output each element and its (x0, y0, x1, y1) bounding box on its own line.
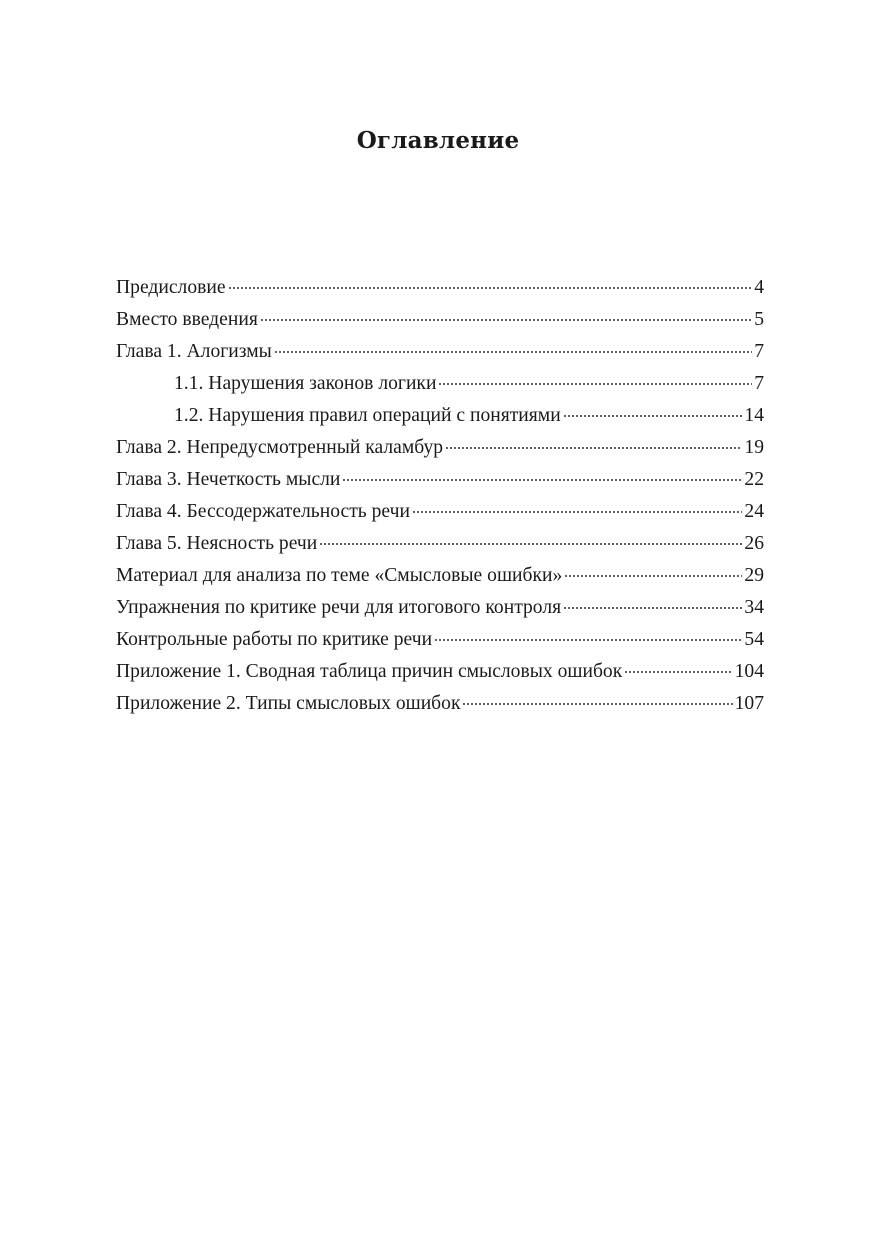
toc-entry-page: 4 (754, 277, 764, 298)
toc-entry-appendix-1[interactable] (116, 656, 764, 688)
toc-dot-leader (563, 415, 743, 417)
toc-entry-appendix-2[interactable] (116, 688, 764, 720)
toc-entry-label: Предисловие (116, 277, 226, 298)
toc-entry-page: 5 (754, 309, 764, 330)
toc-dot-leader (319, 543, 742, 545)
toc-entry-chapter-4[interactable] (116, 496, 764, 528)
toc-dot-leader (412, 511, 742, 513)
toc-entry-label: Приложение 1. Сводная таблица причин смысловых ошибок (116, 661, 623, 682)
toc-dot-leader (563, 607, 742, 609)
toc-entry-preface[interactable] (116, 272, 764, 304)
toc-entry-page: 107 (734, 693, 764, 714)
toc-entry-chapter-2[interactable] (116, 432, 764, 464)
toc-dot-leader (624, 671, 732, 673)
toc-entry-label: 1.2. Нарушения правил операций с понятиями (174, 405, 561, 426)
toc-entry-page: 34 (744, 597, 764, 618)
toc-dot-leader (434, 639, 742, 641)
toc-dot-leader (342, 479, 742, 481)
toc-dot-leader (462, 703, 732, 705)
toc-entry-chapter-5[interactable] (116, 528, 764, 560)
toc-entry-tests[interactable] (116, 624, 764, 656)
toc-entry-section-1-2[interactable] (116, 400, 764, 432)
toc-entry-page: 7 (754, 373, 764, 394)
toc-entry-label: Вместо введения (116, 309, 258, 330)
toc-entry-label: Приложение 2. Типы смысловых ошибок (116, 693, 461, 714)
toc-dot-leader (274, 351, 752, 353)
toc-entry-label: Глава 2. Непредусмотренный каламбур (116, 437, 444, 458)
toc-entry-label: Глава 4. Бессодержательность речи (116, 501, 410, 522)
toc-entry-page: 22 (744, 469, 764, 490)
toc-entry-label: Материал для анализа по теме «Смысловые ошибки» (116, 565, 563, 586)
toc-entry-label: Упражнения по критике речи для итогового контроля (116, 597, 562, 618)
toc-entry-instead-of-introduction[interactable] (116, 304, 764, 336)
toc-entry-exercises[interactable] (116, 592, 764, 624)
toc-entry-label: 1.1. Нарушения законов логики (174, 373, 437, 394)
toc-entry-page: 54 (744, 629, 764, 650)
toc-entry-page: 104 (734, 661, 764, 682)
toc-entry-label: Глава 1. Алогизмы (116, 341, 272, 362)
toc-entry-chapter-1[interactable] (116, 336, 764, 368)
page-title: Оглавление (356, 127, 520, 155)
toc-entry-label: Контрольные работы по критике речи (116, 629, 433, 650)
toc-dot-leader (228, 287, 753, 289)
table-of-contents (116, 272, 764, 720)
toc-entry-label: Глава 5. Неясность речи (116, 533, 318, 554)
toc-entry-page: 7 (754, 341, 764, 362)
toc-entry-section-1-1[interactable] (116, 368, 764, 400)
toc-dot-leader (260, 319, 752, 321)
toc-entry-label: Глава 3. Нечеткость мысли (116, 469, 341, 490)
toc-entry-page: 26 (744, 533, 764, 554)
toc-dot-leader (445, 447, 742, 449)
toc-dot-leader (438, 383, 752, 385)
toc-entry-page: 24 (744, 501, 764, 522)
toc-entry-page: 14 (744, 405, 764, 426)
toc-entry-chapter-3[interactable] (116, 464, 764, 496)
toc-dot-leader (564, 575, 742, 577)
toc-entry-page: 19 (744, 437, 764, 458)
toc-entry-page: 29 (744, 565, 764, 586)
toc-entry-analysis-material[interactable] (116, 560, 764, 592)
